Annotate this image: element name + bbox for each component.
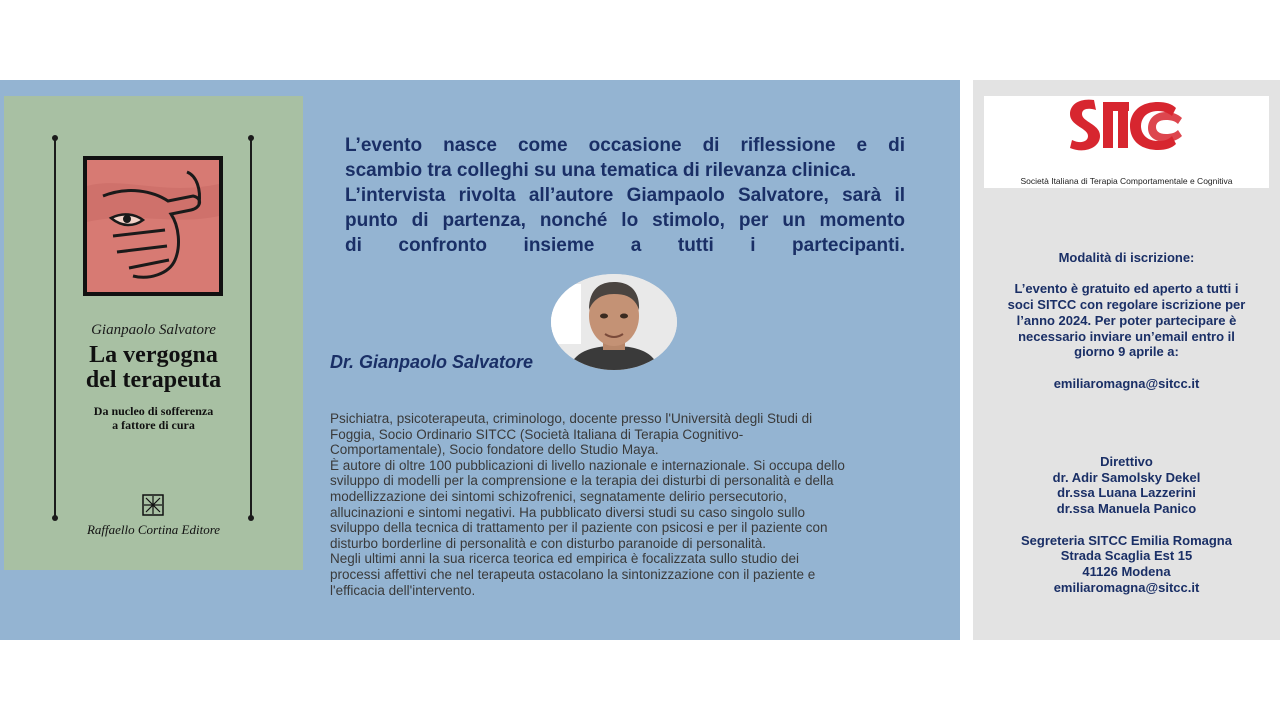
- bio-line: È autore di oltre 100 pubblicazioni di livello nazionale e internazionale. Si occupa dello: [330, 457, 845, 473]
- book-title-line: La vergogna: [89, 342, 218, 368]
- book-title: [4, 343, 303, 393]
- spacer: [985, 423, 1268, 439]
- secretariat-email: emiliaromagna@sitcc.it: [1053, 579, 1200, 595]
- board-member: dr.ssa Luana Lazzerini: [1057, 485, 1196, 501]
- speaker-bio: [330, 411, 942, 598]
- board-member: dr.ssa Manuela Panico: [1056, 501, 1197, 517]
- publisher-logo-icon: [142, 494, 164, 516]
- bio-line: Negli ultimi anni la sua ricerca teorica ed empirica è focalizzata sullo studio dei: [330, 551, 799, 567]
- bio-line: allucinazioni e sintomi negativi. Ha pubblicato diversi studi su caso singolo sullo: [330, 504, 806, 520]
- board-member: dr. Adir Samolsky Dekel: [1052, 469, 1201, 485]
- spacer: [985, 407, 1268, 423]
- book-author: Gianpaolo Salvatore: [91, 322, 216, 338]
- book-subtitle-line: a fattore di cura: [112, 418, 195, 432]
- sitcc-logo: [984, 96, 1269, 188]
- registration-line: necessario inviare un’email entro il: [1018, 328, 1235, 344]
- secretariat-line: Strada Scaglia Est 15: [1060, 548, 1193, 564]
- registration-email: emiliaromagna@sitcc.it: [1053, 375, 1200, 391]
- bio-line: sviluppo di modelli per la comprensione e la terapia dei disturbi di personalità e della: [330, 473, 834, 489]
- intro-line: punto di partenza, nonché lo stimolo, per un momento: [345, 210, 905, 231]
- bio-line: Foggia, Socio Ordinario SITCC (Società Italiana di Terapia Cognitivo-: [330, 426, 744, 442]
- spacer: [985, 266, 1268, 282]
- registration-line: L’evento è gratuito ed aperto a tutti i: [1014, 281, 1239, 297]
- speaker-photo: [551, 274, 677, 370]
- book-title-line: del terapeuta: [85, 367, 222, 393]
- registration-line: l’anno 2024. Per poter partecipare è: [1016, 312, 1237, 328]
- intro-line: L’evento nasce come occasione di riflessione e di: [345, 135, 905, 156]
- speaker-portrait-illustration: [551, 274, 677, 370]
- spacer: [985, 391, 1268, 407]
- book-subtitle: [4, 404, 303, 432]
- registration-line: giorno 9 aprile a:: [1074, 344, 1179, 360]
- sitcc-logo-mark: [984, 96, 1269, 188]
- bio-line: Psichiatra, psicoterapeuta, criminologo, docente presso l'Università degli Studi di: [330, 411, 813, 426]
- bio-line: disturbo borderline di personalità e con disturbo paranoide di personalità.: [330, 535, 767, 551]
- sitcc-tagline: Società Italiana di Terapia Comportamentale e Cognitiva: [1020, 176, 1233, 186]
- book-publisher: Raffaello Cortina Editore: [86, 522, 221, 537]
- side-info: [985, 250, 1268, 595]
- speaker-name: Dr. Gianpaolo Salvatore: [330, 352, 534, 372]
- secretariat-line: Segreteria SITCC Emilia Romagna: [1021, 532, 1232, 548]
- intro-line: L’intervista rivolta all’autore Giampaolo Salvatore, sarà il: [345, 185, 905, 206]
- bio-line: Comportamentale), Socio fondatore dello Studio Maya.: [330, 442, 659, 458]
- board-heading: Direttivo: [1100, 454, 1153, 470]
- intro-paragraph: [345, 133, 905, 258]
- registration-heading: Modalità di iscrizione:: [1058, 250, 1195, 265]
- registration-line: soci SITCC con regolare iscrizione per: [1007, 297, 1246, 313]
- spacer: [985, 360, 1268, 376]
- bio-line: l'efficacia dell'intervento.: [330, 582, 476, 598]
- intro-line: di confronto insieme a tutti i partecipanti.: [345, 235, 905, 256]
- bio-line: sviluppo della tecnica di trattamento per il paziente con psicosi e per il paziente con: [330, 520, 828, 536]
- book-subtitle-line: Da nucleo di sofferenza: [93, 404, 214, 418]
- intro-line: scambio tra colleghi su una tematica di rilevanza clinica.: [345, 160, 857, 181]
- bio-line: processi affettivi che nel terapeuta ostacolano la sintonizzazione con il paziente e: [330, 566, 816, 582]
- cover-hand-illustration: [83, 156, 223, 296]
- bio-line: modellizzazione dei sintomi schizofrenici, segnatamente delirio persecutorio,: [330, 488, 787, 504]
- spacer: [985, 438, 1268, 454]
- secretariat-line: 41126 Modena: [1082, 563, 1171, 579]
- spacer: [985, 517, 1268, 533]
- book-cover: [4, 96, 303, 570]
